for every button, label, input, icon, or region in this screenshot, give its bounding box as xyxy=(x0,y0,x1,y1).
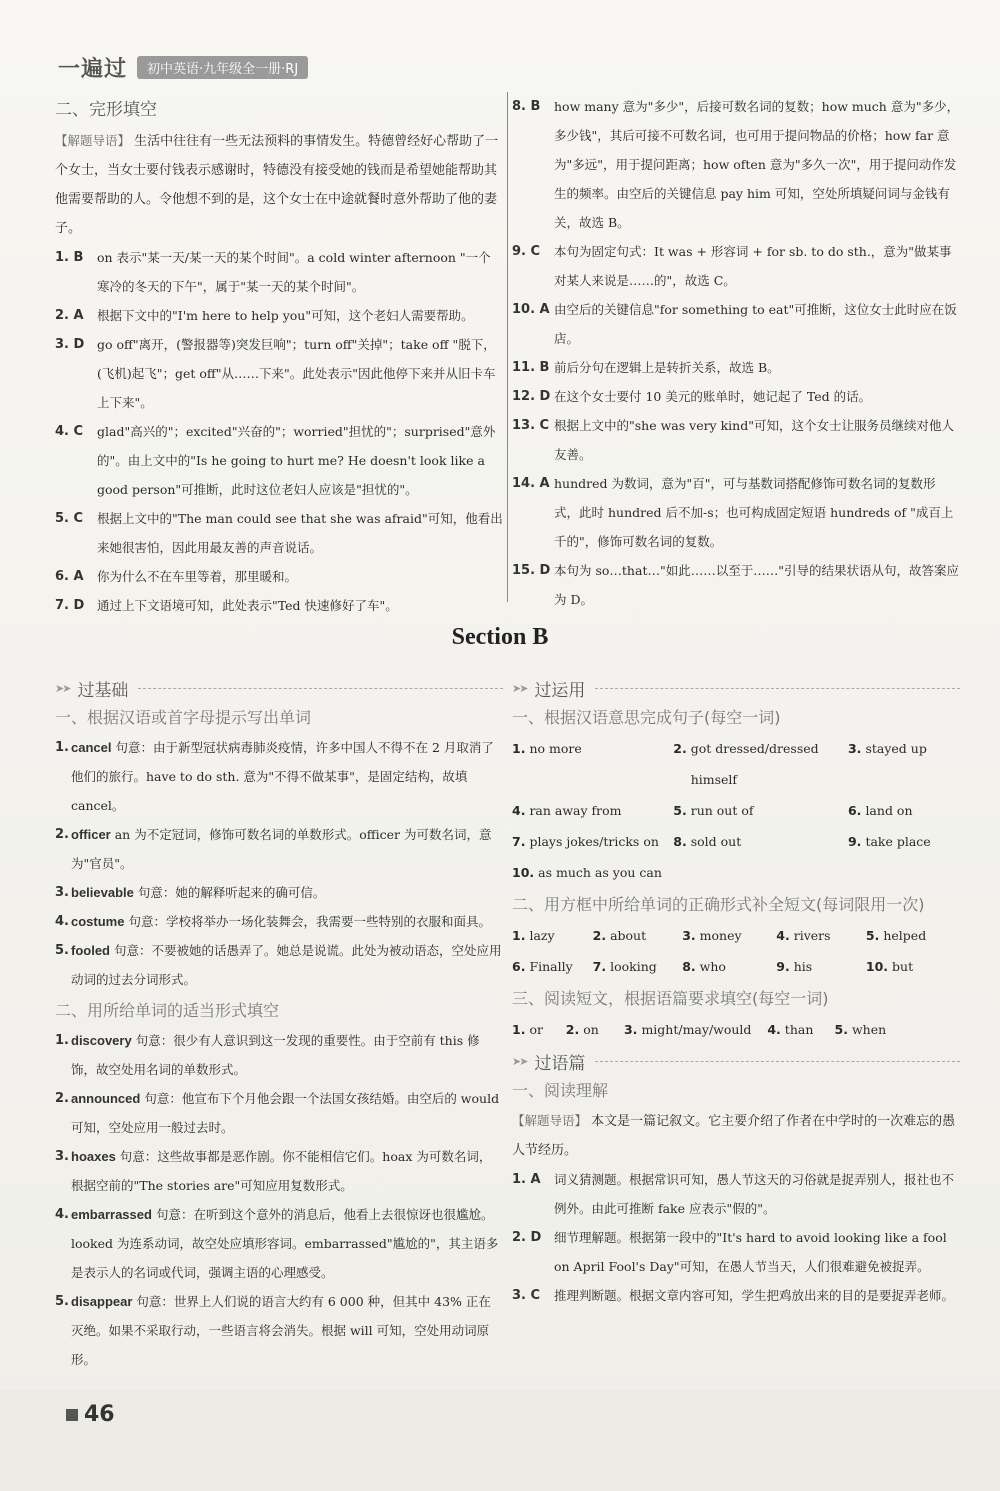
section-heading: Section B xyxy=(451,624,549,650)
intro-tag: 【解题导语】 xyxy=(55,133,131,148)
band-mark-icon: ➤➤ xyxy=(512,1055,527,1068)
answer-text xyxy=(71,1200,503,1287)
answer-text: than xyxy=(784,1022,814,1037)
answer-item xyxy=(512,382,960,411)
answer-text: plays jokes/tricks on xyxy=(529,834,659,849)
answer-number: 4. C xyxy=(55,424,84,439)
answer-number: 5. xyxy=(834,1022,848,1037)
answer-text: helped xyxy=(883,928,927,943)
answer-text: lazy xyxy=(529,928,555,943)
answer-item xyxy=(55,504,503,562)
answer-text xyxy=(71,936,503,994)
answer-cell xyxy=(673,795,848,826)
answer-cell xyxy=(566,1014,624,1045)
answer-text: as much as you can xyxy=(538,865,662,880)
answer-text: on xyxy=(583,1022,599,1037)
answer-item xyxy=(55,820,503,878)
answer-text xyxy=(71,878,503,907)
answer-cell xyxy=(866,951,960,982)
answer-number: 2. xyxy=(55,827,69,842)
answer-number: 10. xyxy=(512,865,535,880)
answer-number: 3. xyxy=(623,1022,638,1037)
answer-text: land on xyxy=(865,803,913,818)
answer-item xyxy=(55,301,503,330)
answer-keyword: believable xyxy=(71,885,134,900)
answer-cell xyxy=(512,826,673,857)
answer-number: 1. B xyxy=(55,250,84,265)
answer-cell xyxy=(848,733,960,795)
answer-item xyxy=(512,411,960,469)
intro-text: 本文是一篇记叙文。它主要介绍了作者在中学时的一次难忘的愚人节经历。 xyxy=(512,1114,956,1158)
answer-number: 4. xyxy=(767,1022,781,1037)
answer-text: 细节理解题。根据第一段中的"It's hard to avoid looking like a fool on April Fool's Day"可知，在愚人节当天，人们很难避免被捉弄。 xyxy=(554,1230,947,1274)
answer-number: 1. xyxy=(512,1022,526,1037)
answer-item xyxy=(55,1084,503,1142)
answer-list xyxy=(512,92,960,614)
answer-text: his xyxy=(793,959,813,974)
answer-cell xyxy=(848,795,960,826)
answer-list xyxy=(55,243,503,620)
answer-text xyxy=(71,1287,503,1374)
answer-number: 8. B xyxy=(512,99,541,114)
answer-text: stayed up xyxy=(865,741,927,756)
cloze-left-column xyxy=(55,95,503,620)
page-marker-icon xyxy=(66,1409,78,1421)
subsection-title: 二、用方框中所给单词的正确形式补全短文(每词限用一次) xyxy=(512,895,925,914)
band-mark-icon: ➤➤ xyxy=(512,682,527,695)
answer-keyword: disappear xyxy=(71,1294,133,1309)
answer-number: 2. A xyxy=(55,308,84,323)
band-label: 过基础 xyxy=(77,681,129,701)
answer-number: 9. C xyxy=(512,244,541,259)
answer-explanation: 句意：不要被她的话愚弄了。她总是说谎。此处为被动语态，空处应用动词的过去分词形式。 xyxy=(71,943,502,987)
answer-text: 你为什么不在车里等着，那里暖和。 xyxy=(97,569,298,584)
answer-number: 2. xyxy=(55,1091,69,1106)
answer-text: take place xyxy=(865,834,931,849)
answer-explanation: 句意：她的解释听起来的确可信。 xyxy=(137,885,326,900)
answer-number: 7. D xyxy=(55,598,85,613)
intro-paragraph xyxy=(512,1106,960,1165)
band-label: 过语篇 xyxy=(534,1054,586,1074)
answer-explanation: 句意：学校将举办一场化装舞会，我需要一些特别的衣服和面具。 xyxy=(128,914,491,929)
answer-keyword: fooled xyxy=(71,943,110,958)
answer-item xyxy=(55,1026,503,1084)
answer-explanation: 句意：这些故事都是恶作剧。你不能相信它们。hoax 为可数名词，根据空前的"The stories are"可知应用复数形式。 xyxy=(71,1149,492,1193)
answer-cell xyxy=(848,826,960,857)
answer-explanation: 句意：他宣布下个月他会跟一个法国女孩结婚。由空后的 would 可知，空处应用一般过去时。 xyxy=(71,1091,500,1135)
intro-paragraph xyxy=(55,126,503,243)
section-title: 二、完形填空 xyxy=(55,100,157,120)
answer-item xyxy=(55,878,503,907)
answer-item xyxy=(55,907,503,936)
answer-item xyxy=(55,591,503,620)
answer-number: 4. xyxy=(55,914,69,929)
answer-text: glad"高兴的"；excited"兴奋的"；worried"担忧的"；surprised"意外的"。由上文中的"Is he going to hurt me? He doesn't look like a good person"可推断，此时这位老妇人应该是"担忧的"。 xyxy=(97,424,496,497)
answer-number: 1. xyxy=(512,741,526,756)
answer-cell xyxy=(593,951,683,982)
answer-cell xyxy=(673,733,848,795)
answer-keyword: embarrassed xyxy=(71,1207,152,1222)
answer-item xyxy=(512,295,960,353)
answer-item xyxy=(512,1223,960,1281)
answer-text: when xyxy=(851,1022,887,1037)
answer-text: 根据上文中的"The man could see that she was afraid"可知，他看出来她很害怕，因此用最友善的声音说话。 xyxy=(97,511,503,555)
answer-number: 10. xyxy=(865,959,889,974)
answer-cell xyxy=(673,826,848,857)
answer-text xyxy=(71,1142,503,1200)
answer-cell xyxy=(512,920,593,951)
answer-number: 6. xyxy=(512,959,526,974)
answer-cell xyxy=(682,951,776,982)
subsection-title: 三、阅读短文，根据语篇要求填空(每空一词) xyxy=(512,989,829,1008)
answer-text: might/may/would xyxy=(641,1022,752,1037)
subsection-title: 一、根据汉语意思完成句子(每空一词) xyxy=(512,708,781,727)
answer-text: or xyxy=(529,1022,543,1037)
answer-text: 根据上文中的"she was very kind"可知，这个女士让服务员继续对他人友善。 xyxy=(554,418,954,462)
answer-item xyxy=(55,1287,503,1374)
answer-keyword: officer xyxy=(71,827,111,842)
answer-text: hundred 为数词，意为"百"，可与基数词搭配修饰可数名词的复数形式，此时 hundred 后不加-s；也可构成固定短语 hundreds of "成百上千的"，修饰可数名词的复数。 xyxy=(554,476,954,549)
answer-number: 4. xyxy=(776,928,790,943)
answer-explanation: 句意：世界上人们说的语言大约有 6 000 种，但其中 43% 正在灭绝。如果不采取行动，一些语言将会消失。根据 will 可知，空处用动词原形。 xyxy=(71,1294,491,1367)
band-rule xyxy=(138,688,503,690)
answer-text: run out of xyxy=(690,803,754,818)
answer-grid xyxy=(512,920,960,982)
answer-cell xyxy=(776,951,866,982)
answer-grid xyxy=(512,733,960,888)
cloze-right-column xyxy=(512,92,960,614)
page-number: 46 xyxy=(84,1402,115,1427)
answer-keyword: discovery xyxy=(71,1033,132,1048)
answer-number: 14. A xyxy=(512,476,550,491)
answer-keyword: announced xyxy=(71,1091,141,1106)
answer-text: looking xyxy=(610,959,657,974)
answer-text: money xyxy=(699,928,742,943)
answer-cell xyxy=(593,920,683,951)
answer-number: 7. xyxy=(512,834,526,849)
answer-explanation: 句意：很少有人意识到这一发现的重要性。由于空前有 this 修饰，故空处用名词的单数形式。 xyxy=(71,1033,480,1077)
answer-number: 11. B xyxy=(512,360,550,375)
answer-item xyxy=(55,1200,503,1287)
answer-number: 9. xyxy=(847,834,862,849)
answer-text: 本句为 so…that…"如此……以至于……"引导的结果状语从句，故答案应为 D。 xyxy=(554,563,959,607)
answer-number: 2. xyxy=(592,928,607,943)
answer-item xyxy=(55,330,503,417)
answer-number: 5. xyxy=(55,1294,69,1309)
answer-number: 8. xyxy=(673,834,687,849)
answer-text: about xyxy=(610,928,647,943)
answer-text xyxy=(71,907,503,936)
answer-number: 3. xyxy=(55,1149,69,1164)
answer-number: 2. D xyxy=(512,1230,542,1245)
answer-number: 9. xyxy=(776,959,790,974)
answer-number: 1. xyxy=(55,740,69,755)
answer-item xyxy=(512,556,960,614)
answer-explanation: 句意：在听到这个意外的消息后，他看上去很惊讶也很尴尬。looked 为连系动词，故空处应填形容词。embarrassed"尴尬的"，其主语多是表示人的名词或代词，强调主语的心理感受。 xyxy=(71,1207,499,1280)
page-footer xyxy=(66,1402,115,1427)
answer-text xyxy=(71,733,503,820)
answer-number: 12. D xyxy=(512,389,551,404)
answer-number: 4. xyxy=(512,803,526,818)
answer-list xyxy=(55,1026,503,1374)
answer-number: 8. xyxy=(682,959,696,974)
column-divider xyxy=(507,92,508,602)
subsection-title: 一、根据汉语或首字母提示写出单词 xyxy=(55,708,312,727)
answer-text: but xyxy=(892,959,914,974)
answer-item xyxy=(512,92,960,237)
answer-item xyxy=(512,469,960,556)
answer-number: 15. D xyxy=(512,563,551,578)
subsection-title: 一、阅读理解 xyxy=(512,1081,609,1100)
band-rule xyxy=(595,1061,960,1063)
answer-item xyxy=(512,237,960,295)
answer-number: 10. A xyxy=(512,302,550,317)
answer-cell xyxy=(835,1014,960,1045)
answer-cell xyxy=(512,733,673,795)
answer-text: 词义猜测题。根据常识可知，愚人节这天的习俗就是捉弄别人，报社也不例外。由此可推断 fake 应表示"假的"。 xyxy=(554,1172,955,1216)
answer-text: 前后分句在逻辑上是转折关系，故选 B。 xyxy=(554,360,780,375)
answer-number: 3. xyxy=(847,741,862,756)
band-heading xyxy=(512,1049,960,1074)
answer-number: 6. xyxy=(847,803,862,818)
answer-text: 推理判断题。根据文章内容可知，学生把鸡放出来的目的是要捉弄老师。 xyxy=(554,1288,955,1303)
answer-text: ran away from xyxy=(529,803,622,818)
answer-number: 13. C xyxy=(512,418,550,433)
answer-cell xyxy=(866,920,960,951)
page-header xyxy=(58,52,308,83)
answer-text: Finally xyxy=(529,959,573,974)
answer-number: 1. A xyxy=(512,1172,541,1187)
answer-number: 3. xyxy=(682,928,696,943)
apply-column xyxy=(512,676,960,1310)
intro-text: 生活中往往有一些无法预料的事情发生。特德曾经好心帮助了一个女士，当女士要付钱表示感谢时，特德没有接受她的钱而是希望她能帮助其他需要帮助的人。令他想不到的是，这个女士在中途就餐时意外帮助了他的妻子。 xyxy=(55,134,499,236)
answer-text: sold out xyxy=(690,834,742,849)
answer-item xyxy=(55,936,503,994)
answer-cell xyxy=(512,951,593,982)
band-rule xyxy=(595,688,960,690)
answer-number: 7. xyxy=(592,959,607,974)
answer-number: 5. xyxy=(865,928,880,943)
answer-cell xyxy=(682,920,776,951)
answer-item xyxy=(55,243,503,301)
answer-text xyxy=(71,1084,503,1142)
answer-text: 通过上下文语境可知，此处表示"Ted 快速修好了车"。 xyxy=(97,598,398,613)
answer-item xyxy=(512,1281,960,1310)
answer-cell xyxy=(512,795,673,826)
answer-number: 2. xyxy=(673,741,687,756)
answer-number: 3. D xyxy=(55,337,85,352)
answer-cell xyxy=(767,1014,834,1045)
answer-grid xyxy=(512,1014,960,1045)
answer-text: who xyxy=(699,959,726,974)
band-mark-icon: ➤➤ xyxy=(55,682,70,695)
answer-item xyxy=(55,562,503,591)
answer-list xyxy=(55,733,503,994)
answer-number: 5. C xyxy=(55,511,84,526)
answer-text xyxy=(71,1026,503,1084)
answer-cell xyxy=(512,1014,566,1045)
footer-band xyxy=(0,1390,1000,1491)
subsection-title: 二、用所给单词的适当形式填空 xyxy=(55,1001,280,1020)
answer-number: 4. xyxy=(55,1207,69,1222)
answer-number: 2. xyxy=(565,1022,580,1037)
answer-number: 1. xyxy=(512,928,526,943)
answer-explanation: an 为不定冠词，修饰可数名词的单数形式。officer 为可数名词，意为"官员"。 xyxy=(71,827,492,871)
answer-text: 本句为固定句式：It was + 形容词 + for sb. to do sth.，意为"做某事对某人来说是……的"，故选 C。 xyxy=(554,244,952,288)
answer-cell xyxy=(776,920,866,951)
answer-text: 在这个女士要付 10 美元的账单时，她记起了 Ted 的话。 xyxy=(554,389,872,404)
answer-keyword: hoaxes xyxy=(71,1149,116,1164)
answer-text: no more xyxy=(529,741,582,756)
answer-text: rivers xyxy=(793,928,831,943)
answer-item xyxy=(512,353,960,382)
answer-text: how many 意为"多少"，后接可数名词的复数；how much 意为"多少，多少钱"，其后可接不可数名词，也可用于提问物品的价格；how far 意为"多远"，用于提问距离；how often 意为"多久一次"，用于提问动作发生的频率。由空后的关键信息 pay him 可知，空处所填疑问词与金钱有关，故选 B。 xyxy=(554,99,960,230)
answer-item xyxy=(55,417,503,504)
answer-item xyxy=(512,1165,960,1223)
answer-number: 6. A xyxy=(55,569,84,584)
answer-keyword: costume xyxy=(71,914,125,929)
series-label: 初中英语·九年级全一册·RJ xyxy=(137,56,308,79)
answer-number: 5. xyxy=(673,803,687,818)
answer-item xyxy=(55,733,503,820)
answer-item xyxy=(55,1142,503,1200)
answer-number: 3. xyxy=(55,885,69,900)
answer-text: go off"离开，(警报器等)突发巨响"；turn off"关掉"；take off "脱下，(飞机)起飞"；get off"从……下来"。此处表示"因此他停下来并从旧卡车上下来"。 xyxy=(97,337,496,410)
answer-number: 1. xyxy=(55,1033,69,1048)
answer-cell xyxy=(624,1014,767,1045)
answer-explanation: 句意：由于新型冠状病毒肺炎疫情，许多中国人不得不在 2 月取消了他们的旅行。have to do sth. 意为"不得不做某事"，是固定结构，故填 cancel。 xyxy=(71,740,494,813)
answer-number: 3. C xyxy=(512,1288,541,1303)
answer-keyword: cancel xyxy=(71,740,112,755)
band-heading xyxy=(55,676,503,701)
basic-column xyxy=(55,676,503,1374)
brand-logo: 一遍过 xyxy=(58,57,128,82)
answer-text: 由空后的关键信息"for something to eat"可推断，这位女士此时应在饭店。 xyxy=(554,302,957,346)
answer-text: on 表示"某一天/某一天的某个时间"。a cold winter afternoon "一个寒冷的冬天的下午"，属于"某一天的某个时间"。 xyxy=(97,250,491,294)
answer-list xyxy=(512,1165,960,1310)
band-label: 过运用 xyxy=(534,681,586,701)
band-heading xyxy=(512,676,960,701)
intro-tag: 【解题导语】 xyxy=(512,1113,588,1128)
answer-number: 5. xyxy=(55,943,69,958)
answer-text: 根据下文中的"I'm here to help you"可知，这个老妇人需要帮助。 xyxy=(97,308,474,323)
answer-cell xyxy=(512,857,673,888)
answer-text xyxy=(71,820,503,878)
answer-text: got dressed/dressed himself xyxy=(690,741,819,787)
